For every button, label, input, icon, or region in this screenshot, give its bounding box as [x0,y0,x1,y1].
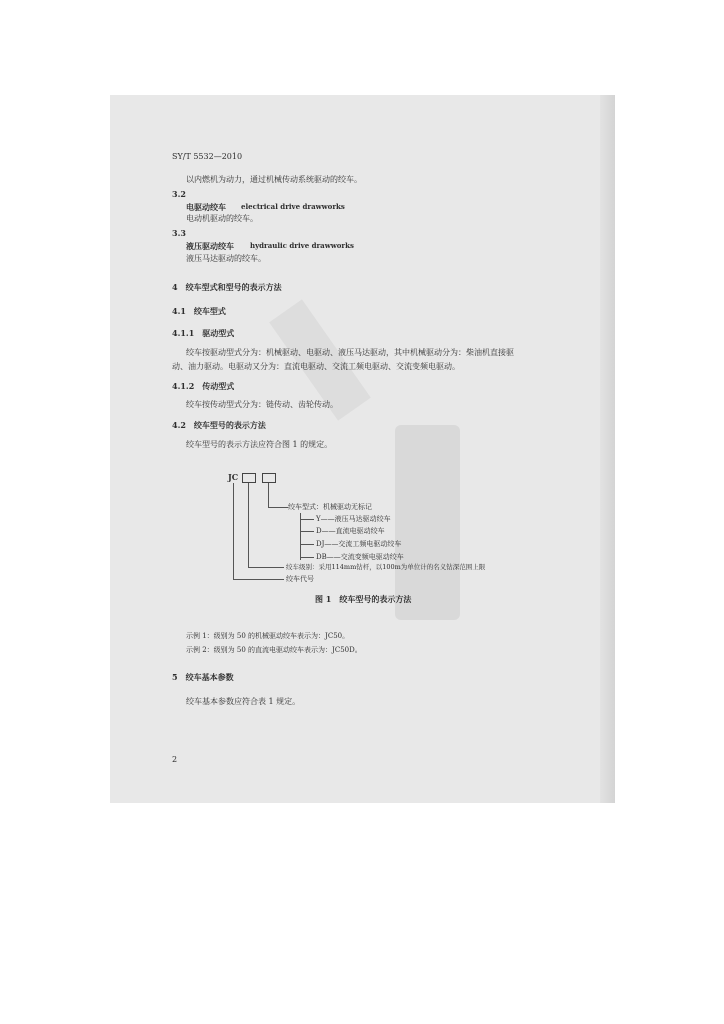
leader-line [248,483,249,567]
term-cn: 液压驱动绞车 [186,241,234,251]
grade-label: 绞车级别：采用114mm钻杆，以100m为单位计的名义钻深范围上限 [286,563,486,571]
drive-type-item: D——直流电驱动绞车 [316,527,385,535]
paragraph: 绞车型号的表示方法应符合图 1 的规定。 [186,440,333,449]
subsubsection-heading: 4.1.2 传动型式 [172,381,235,391]
leader-line [233,483,234,580]
term-number: 3.3 [172,228,186,238]
code-label: 绞车代号 [286,575,314,583]
drive-type-item: DB——交流变频电驱动绞车 [316,553,404,561]
bracket-tick [300,531,314,532]
drive-type-item: Y——液压马达驱动绞车 [316,515,391,523]
paragraph: 绞车按传动型式分为：链传动、齿轮传动。 [186,400,338,409]
watermark-logo [395,425,460,620]
leader-line [248,567,284,568]
paragraph: 绞车基本参数应符合表 1 规定。 [186,697,301,706]
intro-line: 以内燃机为动力，通过机械传动系统驱动的绞车。 [186,175,362,184]
paragraph: 动、油力驱动。电驱动又分为：直流电驱动、交流工频电驱动、交流变频电驱动。 [172,362,460,371]
figure-caption: 图 1 绞车型号的表示方法 [315,594,412,604]
leader-line [268,483,269,508]
section-heading: 5 绞车基本参数 [172,672,234,682]
placeholder-box [262,473,276,483]
subsection-heading: 4.2 绞车型号的表示方法 [172,420,266,430]
example-line: 示例 2：级别为 50 的直流电驱动绞车表示为：JC50D。 [186,646,362,654]
diagram-prefix: JC [228,472,239,482]
bracket-tick [300,557,314,558]
page-edge-shadow [600,95,615,803]
term-definition: 液压马达驱动的绞车。 [186,254,266,263]
placeholder-box [242,473,256,483]
bracket-tick [300,519,314,520]
page-number: 2 [172,755,178,764]
standard-number: SY/T 5532—2010 [172,152,243,161]
term-en: electrical drive drawworks [241,202,345,211]
paragraph: 绞车按驱动型式分为：机械驱动、电驱动、液压马达驱动，其中机械驱动分为：柴油机直接驱 [186,348,514,357]
bracket-tick [300,544,314,545]
term-number: 3.2 [172,189,186,199]
example-line: 示例 1：级别为 50 的机械驱动绞车表示为：JC50。 [186,632,350,640]
drive-type-item: DJ——交流工频电驱动绞车 [316,540,402,548]
drive-type-label: 绞车型式：机械驱动无标记 [288,503,372,511]
term-en: hydraulic drive drawworks [250,241,354,250]
leader-line [233,579,284,580]
term-cn: 电驱动绞车 [186,202,226,212]
subsubsection-heading: 4.1.1 驱动型式 [172,328,235,338]
leader-line [268,507,288,508]
section-heading: 4 绞车型式和型号的表示方法 [172,282,282,292]
subsection-heading: 4.1 绞车型式 [172,306,226,316]
term-definition: 电动机驱动的绞车。 [186,214,258,223]
bracket-line [300,513,301,560]
